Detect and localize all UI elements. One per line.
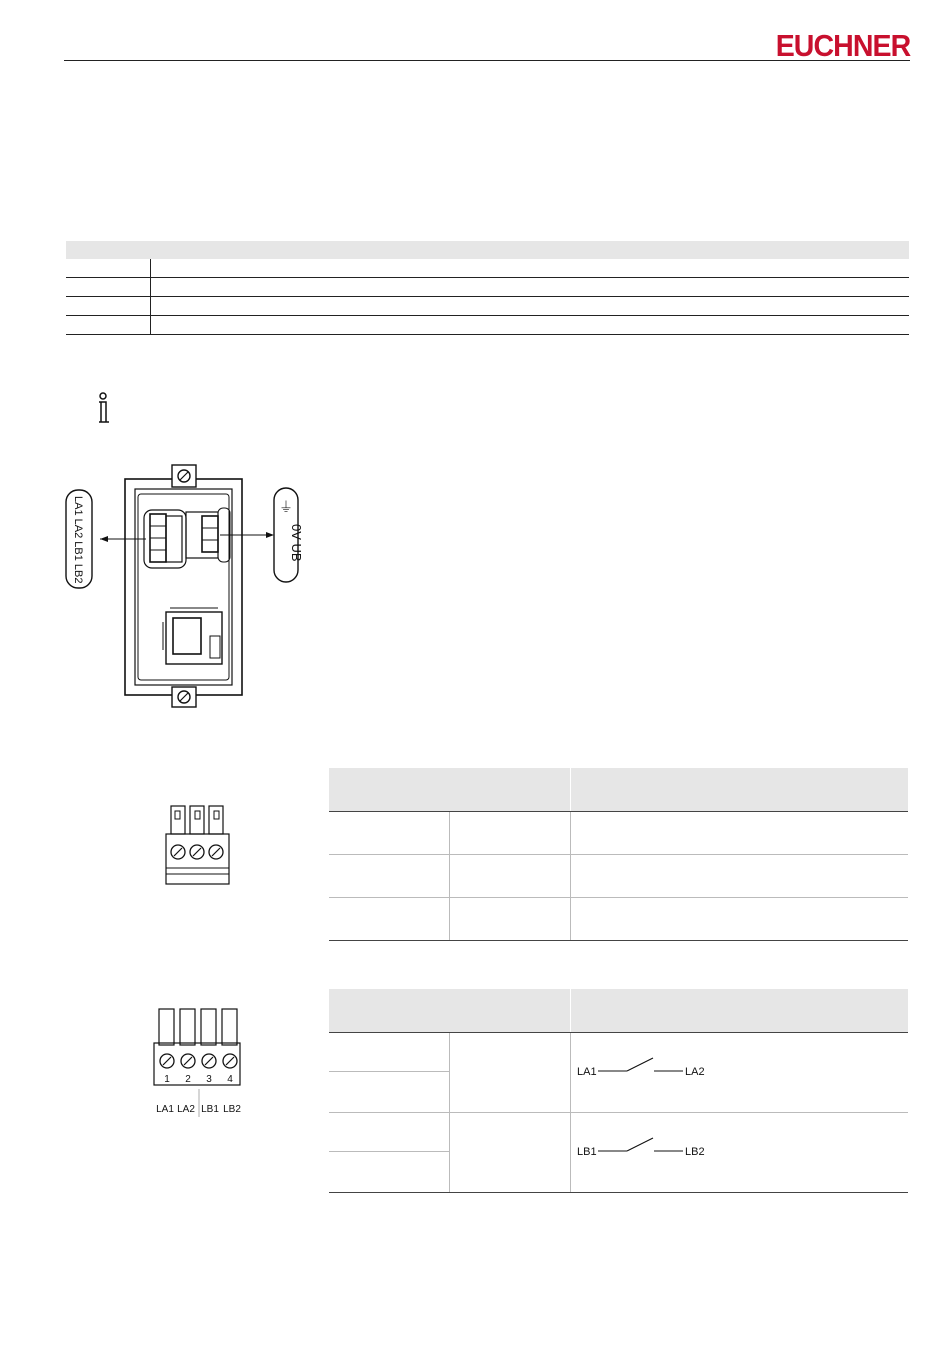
- table-row: [329, 1113, 908, 1193]
- pin-label: LB1: [201, 1104, 219, 1115]
- table-row: [66, 278, 909, 297]
- pin-label: LB2: [223, 1104, 241, 1115]
- info-icon: [96, 392, 112, 426]
- table-row: [66, 297, 909, 316]
- switch-a-symbol: [577, 1051, 717, 1091]
- table-row: [329, 855, 908, 898]
- left-pin-label: LA1 LA2 LB1 LB2: [72, 496, 84, 584]
- connector-3pin-icon: [160, 802, 235, 887]
- power-connector-table: [329, 768, 908, 941]
- switch-label: LB2: [685, 1146, 705, 1158]
- pin-number: 4: [227, 1074, 233, 1085]
- euchner-logo: EUCHNER: [775, 28, 910, 63]
- first-table: [66, 241, 909, 335]
- table-row: [329, 898, 908, 941]
- pin-label: LA2: [177, 1104, 195, 1115]
- pin-number: 1: [164, 1074, 170, 1085]
- connector-4pin-icon: [148, 1005, 248, 1120]
- output-connector-table: [329, 989, 908, 1193]
- table-header: [66, 241, 909, 259]
- switch-label: LA1: [577, 1066, 597, 1078]
- table-row: [329, 812, 908, 855]
- pin-number: 3: [206, 1074, 212, 1085]
- table-row: [66, 259, 909, 278]
- table-header: [329, 989, 908, 1033]
- switch-label: LA2: [685, 1066, 705, 1078]
- table-header: [329, 768, 908, 812]
- table-row: [329, 1033, 908, 1113]
- table-row: [66, 316, 909, 335]
- switch-label: LB1: [577, 1146, 597, 1158]
- right-pin-label: 0V UB: [289, 524, 304, 562]
- device-drawing: [60, 460, 310, 710]
- pin-label: LA1: [156, 1104, 174, 1115]
- switch-b-symbol: [577, 1131, 717, 1171]
- ground-symbol: ⏚: [279, 499, 293, 515]
- pin-number: 2: [185, 1074, 191, 1085]
- header-rule: [64, 60, 910, 61]
